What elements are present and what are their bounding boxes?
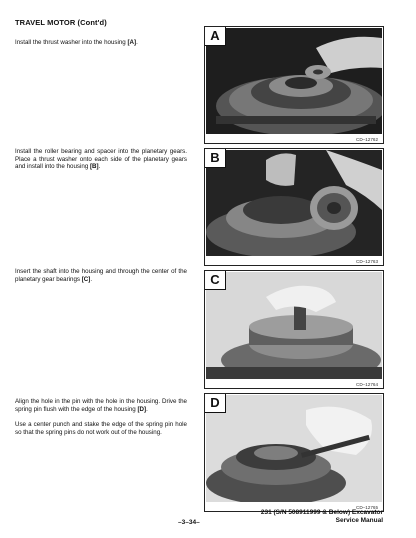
manual-model: 231 (S/N 508911999 & Below) Excavator: [260, 509, 383, 516]
figure-c: [204, 270, 384, 389]
figure-code: CD–12763: [356, 259, 378, 264]
step-text: Insert the shaft into the housing and through the center of the planetary gear bearings: [15, 268, 187, 283]
manual-type: Service Manual: [335, 517, 383, 524]
step-text-end: .: [136, 39, 138, 46]
figure-ref: [D]: [137, 405, 147, 413]
page-number: –3–34–: [178, 519, 200, 526]
figure-code: CD–12764: [356, 382, 378, 387]
step-text-end: .: [90, 275, 93, 283]
figure-letter: B: [205, 149, 226, 168]
figure-b: [204, 148, 384, 266]
figure-ref: [C]: [81, 275, 91, 283]
step-text-end: .: [98, 163, 101, 171]
figure-ref: [B]: [90, 163, 99, 171]
figure-letter: D: [205, 394, 226, 413]
step-5-text: [15, 421, 187, 436]
figure-a: [204, 26, 384, 144]
figure-code: CD–12765: [356, 505, 378, 510]
photo-shaft-insert: [206, 272, 382, 379]
figure-ref: [A]: [127, 39, 137, 46]
figure-code: CD–12762: [356, 137, 378, 142]
step-text-end: .: [146, 405, 148, 413]
photo-thrust-washer: [206, 28, 382, 134]
step-4-text: [15, 398, 187, 413]
figure-letter: C: [205, 271, 226, 290]
figure-d: [204, 393, 384, 512]
page-title: TRAVEL MOTOR (Cont'd): [15, 18, 107, 27]
step-1-text: [15, 39, 187, 47]
step-text: Align the hole in the pin with the hole in the housing. Drive the spring pin flush with the edge of the housing: [15, 398, 187, 413]
step-text: Install the roller bearing and spacer into the planetary gears. Place a thrust washer onto each side of the planetary gears and install into the housing: [15, 148, 187, 171]
manual-title: [261, 509, 383, 525]
photo-spring-pin: [206, 395, 382, 502]
step-3-text: [15, 268, 187, 283]
photo-planetary-gears: [206, 150, 382, 256]
figure-letter: A: [205, 27, 226, 46]
step-2-text: [15, 148, 187, 171]
step-text: Use a center punch and stake the edge of the spring pin hole so that the spring pins do not work out of the housing.: [15, 421, 187, 436]
step-text: Install the thrust washer into the housing: [15, 39, 128, 46]
